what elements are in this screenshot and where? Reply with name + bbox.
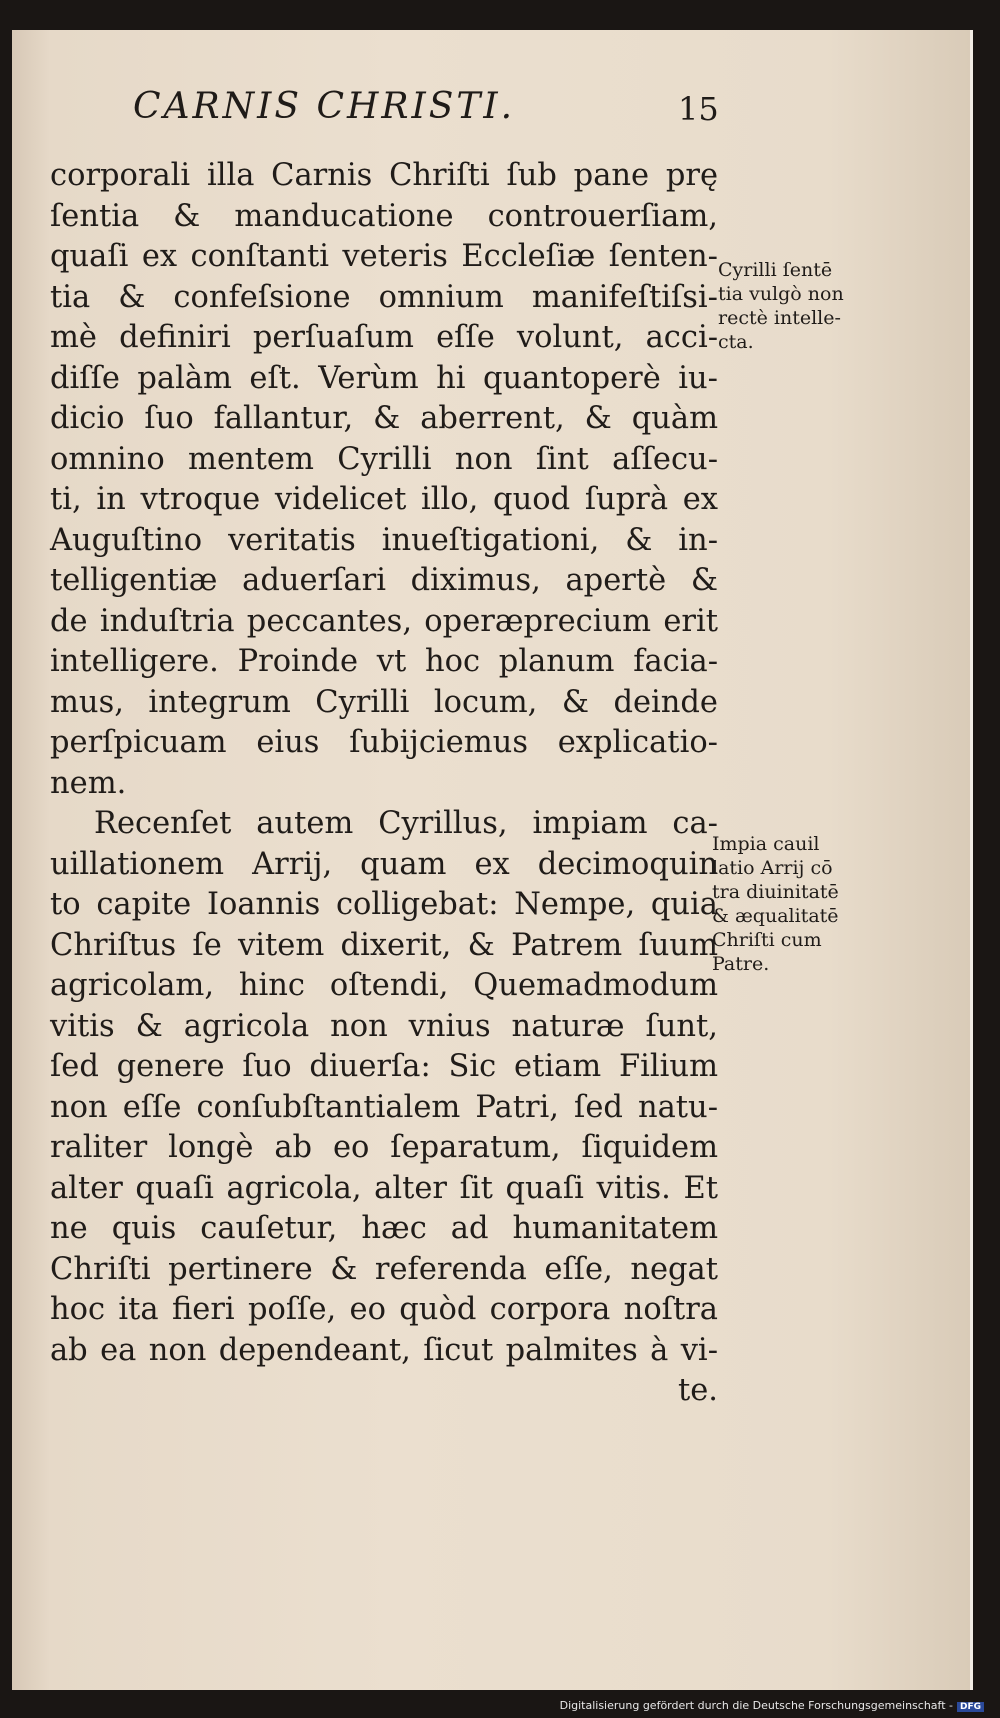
- text-line: quaſi ex conſtanti veteris Eccleſiæ ſenten-: [50, 239, 718, 274]
- marginal-note-line: & æqualitatē: [712, 905, 839, 927]
- text-line: ſed genere ſuo diuerſa: Sic etiam Filium: [50, 1049, 718, 1084]
- digitization-credit: [560, 1699, 984, 1712]
- text-line: ab ea non dependeant, ſicut palmites à vi-: [50, 1332, 718, 1368]
- text-line: to capite Ioannis colligebat: Nempe, quia: [50, 887, 718, 922]
- marginal-note-line: Impia cauil: [712, 833, 820, 855]
- catchword: te.: [677, 1373, 718, 1408]
- text-line: Chriſti pertinere & referenda eſſe, negat: [50, 1251, 718, 1287]
- text-line: omnino mentem Cyrilli non ſint aſſecu-: [50, 441, 718, 477]
- text-line: intelligere. Proinde vt hoc planum facia-: [50, 644, 718, 679]
- marginal-note: [718, 258, 844, 354]
- text-line: non eſſe conſubſtantialem Patri, ſed natu-: [50, 1089, 718, 1125]
- running-head: CARNIS CHRISTI.: [133, 86, 516, 127]
- text-line: nem.: [50, 765, 127, 801]
- text-line: Chriſtus ſe vitem dixerit, & Patrem ſuum: [50, 927, 718, 963]
- text-line: corporali illa Carnis Chriſti ſub pane prę: [50, 158, 718, 193]
- text-line: Recenſet autem Cyrillus, impiam ca-: [94, 806, 718, 841]
- text-line: uillationem Arrij, quam ex decimoquin: [50, 846, 718, 882]
- text-line: Auguſtino veritatis inueſtigationi, & in-: [50, 522, 718, 558]
- text-line: dicio ſuo fallantur, & aberrent, & quàm: [50, 401, 718, 436]
- text-line: hoc ita fieri poſſe, eo quòd corpora noſtra: [50, 1292, 718, 1327]
- text-line: perſpicuam eius ſubijciemus explicatio-: [50, 725, 718, 760]
- text-line: ſentia & manducatione controuerſiam,: [50, 198, 718, 234]
- text-line: telligentiæ aduerſari diximus, apertè &: [50, 563, 718, 598]
- text-line: de induſtria peccantes, operæprecium erit: [50, 603, 718, 639]
- marginal-note: [712, 832, 839, 976]
- marginal-note-line: Chriſti cum: [712, 929, 822, 951]
- credit-text: Digitalisierung gefördert durch die Deutsche Forschungsgemeinschaft -: [559, 1699, 953, 1712]
- text-line: ti, in vtroque videlicet illo, quod ſuprà ex: [50, 482, 718, 517]
- page-number: 15: [678, 90, 719, 128]
- marginal-note-line: tra diuinitatē: [712, 881, 839, 903]
- marginal-note-line: cta.: [718, 331, 754, 353]
- text-line: raliter longè ab eo ſeparatum, ſiquidem: [50, 1130, 718, 1165]
- text-line: mè definiri perſuaſum eſſe volunt, acci-: [50, 320, 718, 355]
- main-text: [50, 156, 718, 1412]
- text-line: alter quaſi agricola, alter ſit quaſi vitis. Et: [50, 1170, 718, 1206]
- marginal-note-line: latio Arrij cō: [712, 857, 833, 879]
- marginal-note-line: tia vulgò non: [718, 283, 844, 305]
- dfg-logo: DFG: [957, 1702, 984, 1712]
- text-line: diſſe palàm eſt. Verùm hi quantoperè iu-: [50, 360, 718, 396]
- text-line: tia & confeſsione omnium manifeſtiſsi-: [50, 279, 718, 315]
- text-line: agricolam, hinc oſtendi, Quemadmodum: [50, 968, 718, 1003]
- marginal-note-line: rectè intelle-: [718, 307, 841, 329]
- marginal-note-line: Patre.: [712, 953, 770, 975]
- marginal-note-line: Cyrilli ſentē: [718, 259, 833, 281]
- text-line: vitis & agricola non vnius naturæ ſunt,: [50, 1008, 718, 1044]
- text-line: mus, integrum Cyrilli locum, & deinde: [50, 684, 718, 720]
- text-line: ne quis cauſetur, hæc ad humanitatem: [50, 1211, 718, 1246]
